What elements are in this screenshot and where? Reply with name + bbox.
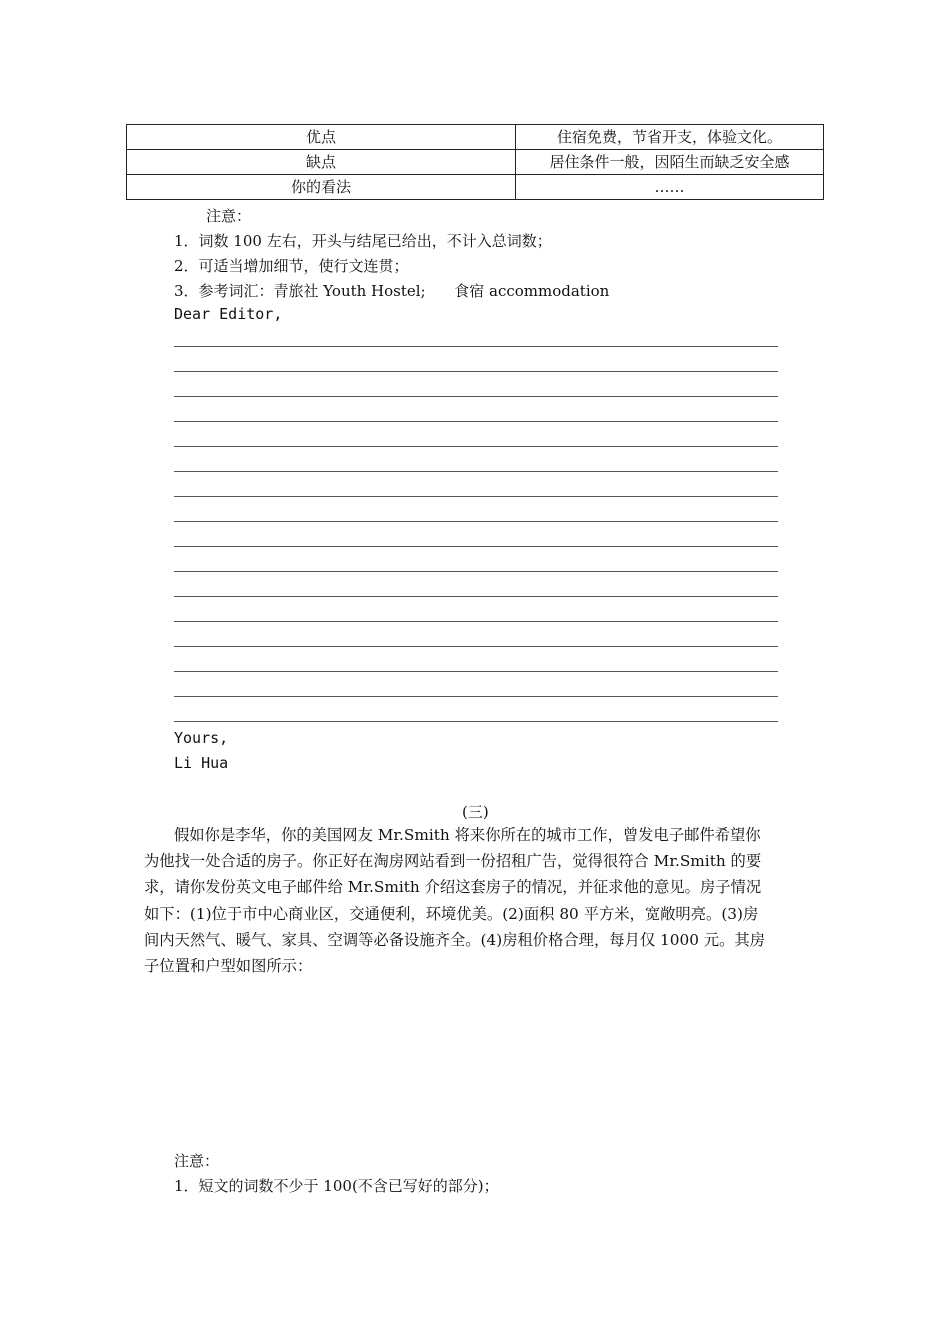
writing-line: [174, 346, 778, 347]
prompt-line: 间内天然气、暖气、家具、空调等必备设施齐全。(4)房租价格合理，每月仅 1000 元。其房: [144, 930, 766, 949]
writing-line: [174, 546, 778, 547]
letter-salutation: Dear Editor,: [174, 305, 283, 323]
writing-line: [174, 571, 778, 572]
row-value: ……: [516, 175, 824, 200]
section-heading: (三): [462, 803, 489, 821]
writing-line: [174, 521, 778, 522]
writing-line: [174, 446, 778, 447]
writing-line: [174, 646, 778, 647]
prompt-line: 子位置和户型如图所示：: [144, 957, 313, 976]
letter-closing: Yours,: [174, 729, 229, 747]
row-label: 优点: [127, 125, 516, 150]
writing-line: [174, 721, 778, 722]
note-item-1: 1．词数 100 左右，开头与结尾已给出，不计入总词数；: [174, 232, 552, 250]
writing-line: [174, 471, 778, 472]
prompt-line: 求，请你发份英文电子邮件给 Mr.Smith 介绍这套房子的情况，并征求他的意见。房子情况: [144, 878, 762, 897]
letter-signature: Li Hua: [174, 754, 229, 772]
prompt-line: 如下：(1)位于市中心商业区，交通便利，环境优美。(2)面积 80 平方米，宽敞明亮。(3)房: [144, 904, 759, 923]
notes-title: 注意：: [174, 1152, 220, 1170]
writing-line: [174, 396, 778, 397]
prompt-line: 为他找一处合适的房子。你正好在淘房网站看到一份招租广告，觉得很符合 Mr.Smith 的要: [144, 852, 762, 871]
table-row: [127, 150, 824, 175]
prompt-line-text: 假如你是李华，你的美国网友 Mr.Smith 将来你所在的城市工作，曾发电子邮件希望你: [174, 826, 761, 844]
pros-cons-table: [126, 124, 824, 200]
writing-line: [174, 696, 778, 697]
notes-title: 注意：: [206, 207, 252, 225]
row-value: 居住条件一般，因陌生而缺乏安全感: [516, 150, 824, 175]
writing-line: [174, 671, 778, 672]
table-row: [127, 175, 824, 200]
note-item-1: 1．短文的词数不少于 100(不含已写好的部分)；: [174, 1177, 499, 1195]
writing-line: [174, 371, 778, 372]
writing-line: [174, 421, 778, 422]
note-item-3: 3．参考词汇：青旅社 Youth Hostel; 食宿 accommodation: [174, 282, 610, 300]
row-value: 住宿免费，节省开支，体验文化。: [516, 125, 824, 150]
writing-line: [174, 621, 778, 622]
writing-line: [174, 596, 778, 597]
prompt-line: [144, 822, 824, 848]
row-label: 缺点: [127, 150, 516, 175]
table-row: [127, 125, 824, 150]
writing-line: [174, 496, 778, 497]
row-label: 你的看法: [127, 175, 516, 200]
task-prompt: [144, 822, 824, 979]
note-item-2: 2．可适当增加细节，使行文连贯；: [174, 257, 409, 275]
